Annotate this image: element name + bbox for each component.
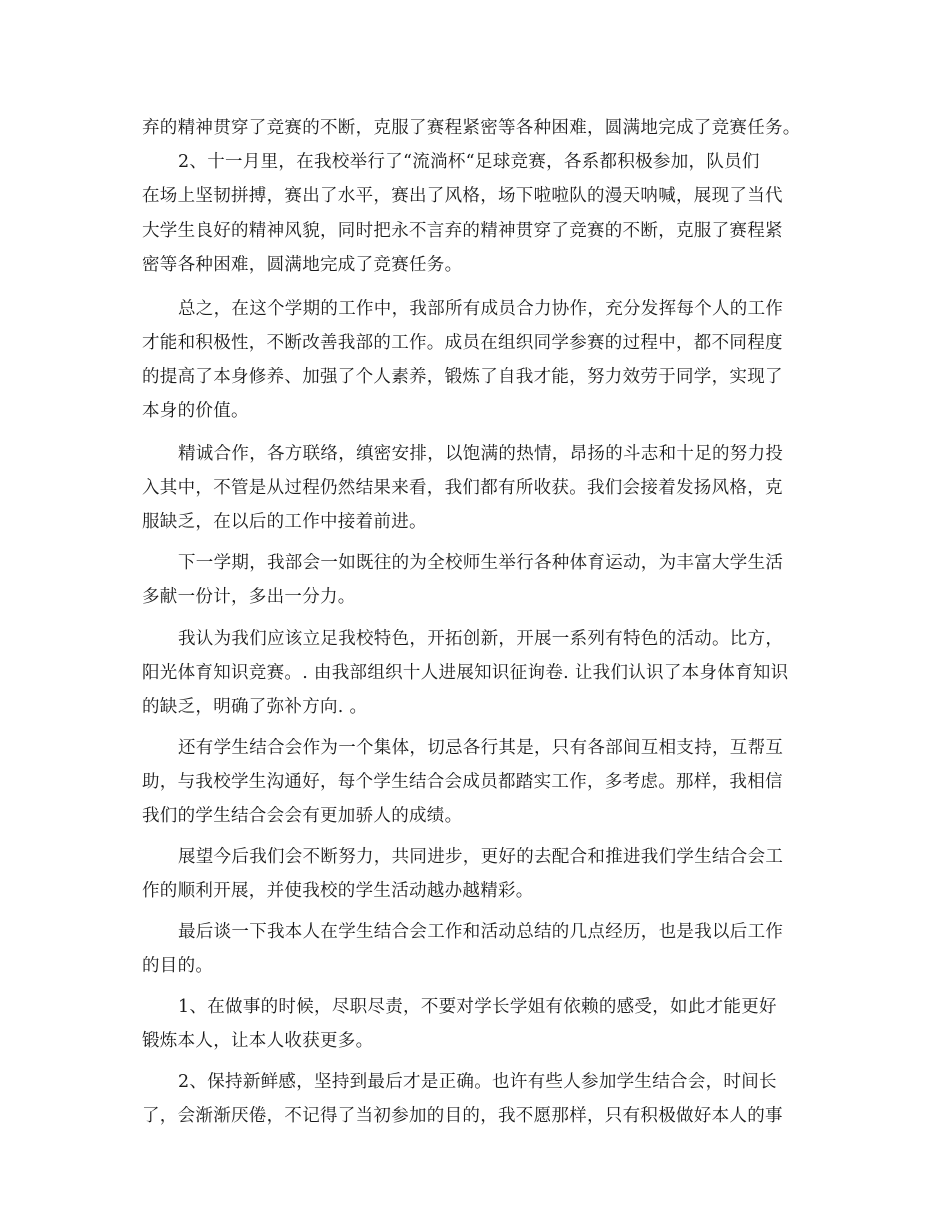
text-line: 了，会渐渐厌倦，不记得了当初参加的目的，我不愿那样，只有积极做好本人的事: [142, 1106, 783, 1126]
text-line: 弃的精神贯穿了竞赛的不断，克服了赛程紧密等各种困难，圆满地完成了竞赛任务。: [142, 118, 801, 138]
text-line: 锻炼本人，让本人收获更多。: [142, 1031, 374, 1051]
text-line: 作的顺利开展，并使我校的学生活动越办越精彩。: [142, 881, 534, 901]
text-line: 2、保持新鲜感，坚持到最后才是正确。也许有些人参加学生结合会，时间长: [178, 1072, 777, 1092]
text-line: 大学生良好的精神风貌，同时把永不言弃的精神贯穿了竞赛的不断，克服了赛程紧: [142, 221, 783, 241]
text-line: 1、在做事的时候，尽职尽责，不要对学长学姐有依赖的感受，如此才能更好: [178, 997, 777, 1017]
text-line: 最后谈一下我本人在学生结合会工作和活动总结的几点经历，也是我以后工作: [178, 922, 784, 942]
text-line: 总之，在这个学期的工作中，我部所有成员合力协作，充分发挥每个人的工作: [178, 299, 784, 319]
text-line: 展望今后我们会不断努力，共同进步，更好的去配合和推进我们学生结合会工: [178, 847, 784, 867]
text-line: 密等各种困难，圆满地完成了竞赛任务。: [142, 255, 463, 275]
text-line: 在场上坚韧拼搏，赛出了水平，赛出了风格，场下啦啦队的漫天呐喊，展现了当代: [142, 186, 783, 206]
text-line: 阳光体育知识竞赛。. 由我部组织十人进展知识征询卷. 让我们认识了本身体育知识: [142, 663, 789, 683]
text-line: 我认为我们应该立足我校特色，开拓创新，开展一系列有特色的活动。比方，: [178, 629, 784, 649]
text-line: 的提高了本身修养、加强了个人素养，锻炼了自我才能，努力效劳于同学，实现了: [142, 367, 783, 387]
text-line: 才能和积极性，不断改善我部的工作。成员在组织同学参赛的过程中，都不同程度: [142, 333, 783, 353]
text-line: 本身的价值。: [142, 401, 249, 421]
text-line: 服缺乏，在以后的工作中接着前进。: [142, 512, 427, 532]
text-line: 多献一份计，多出一分力。: [142, 587, 356, 607]
text-line: 的目的。: [142, 956, 214, 976]
text-line: 2、十一月里，在我校举行了“流淌杯“足球竞赛，各系都积极参加，队员们: [178, 152, 760, 172]
text-line: 还有学生结合会作为一个集体，切忌各行其是，只有各部间互相支持，互帮互: [178, 738, 784, 758]
text-line: 的缺乏，明确了弥补方向. 。: [142, 697, 368, 717]
text-line: 下一学期，我部会一如既往的为全校师生举行各种体育运动，为丰富大学生活: [178, 553, 784, 573]
text-line: 入其中，不管是从过程仍然结果来看，我们都有所收获。我们会接着发扬风格，克: [142, 478, 783, 498]
text-line: 我们的学生结合会会有更加骄人的成绩。: [142, 806, 463, 826]
text-line: 精诚合作，各方联络，缜密安排，以饱满的热情，昂扬的斗志和十足的努力投: [178, 444, 784, 464]
text-line: 助，与我校学生沟通好，每个学生结合会成员都踏实工作，多考虑。那样，我相信: [142, 772, 783, 792]
